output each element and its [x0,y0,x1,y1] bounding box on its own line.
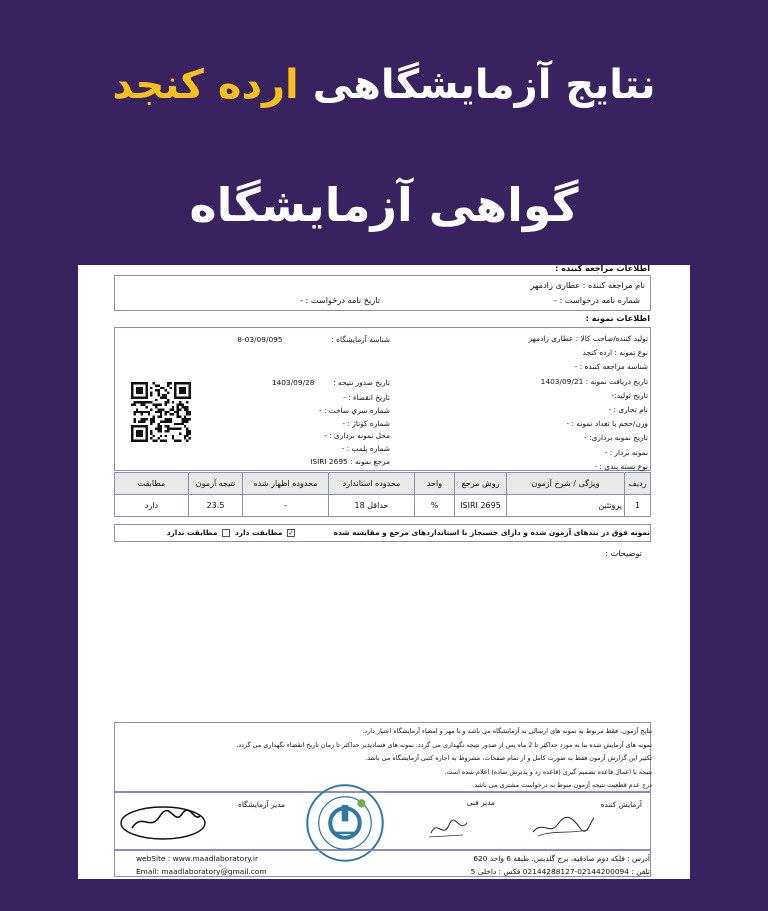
certificate-document [78,265,690,879]
conformity-statement: نمونه فوق در بندهای آزمون شده و دارای حسبجاز با استانداردهای مرجع و مقایسه شده [333,528,650,537]
sample-field: نام تجاری : - [608,405,648,415]
table-cell: 1 [625,495,651,517]
sample-field: مرجع نمونه : ISIRI 2695 [310,456,390,466]
issue-date-value: 1403/09/28 [271,378,315,387]
sample-field: تاریخ تولید:- [611,390,648,400]
not-conforms-label: مطابقت ندارد [166,528,218,537]
role-tester: آزمایش کننده [600,800,642,809]
issue-date [272,378,390,387]
phone-text: تلفن : 02144200094-02144288127 فکس : داخلی 5 [470,867,650,876]
request-number: شماره نامه درخواست : - [553,295,640,305]
sample-field: نوع بسته بندی : - [594,461,648,471]
email-link[interactable]: Email: maadlaboratory@gmail.com [136,867,267,876]
column-header: واحد [415,473,455,495]
sample-field: نمونه بردار : - [604,447,648,457]
sample-field: تاریخ نمونه برداری: - [584,433,648,443]
sample-right-column [398,332,648,474]
footer-notes [236,725,652,793]
table-cell: % [415,495,455,517]
sample-field: شماره پلمپ : - [341,444,390,454]
column-header: نتیجه آزمون [189,473,243,495]
sample-field: وزن/حجم یا تعداد نمونه : - [566,419,648,429]
column-header: محدوده استاندارد [329,473,415,495]
referrer-name-value: عطاری زادمهر [530,280,580,290]
qr-code-icon [131,382,191,442]
role-tech-manager: مدیر فنی [466,798,495,807]
sample-middle-column [310,392,390,469]
sample-field: نوع نمونه : ارده کنجد [582,348,648,358]
column-header: ویژگی / شرح آزمون [507,473,625,495]
sample-field: شماره کوتاژ : - [342,418,390,428]
table-cell: حداقل 18 [329,495,415,517]
column-header: محدوده اظهار شده [243,473,329,495]
page-title [0,62,768,108]
table-cell: ISIRI 2695 [455,495,507,517]
contact-left [136,852,267,878]
sample-section-title: اطلاعات نمونه : [585,313,650,323]
table-cell: دارد [115,495,189,517]
column-header: ردیف [625,473,651,495]
lab-id-value: 03/09/095-8 [237,335,283,344]
sample-field: شماره سري ساخت : - [318,405,390,415]
table-row [115,495,651,517]
lab-id [237,335,390,344]
table-cell: - [243,495,329,517]
results-header-row [115,473,651,495]
footer-note: درج عدم قطعیت نتیجه آزمون منوط به درخواست مشتری می باشد. [472,781,652,790]
referrer-name [530,280,645,290]
footer-note: نتایج آزمون، فقط مربوط به نمونه های ارسالی به آزمایشگاه می باشد و با مهر و امضاء آزمایشگاه اعتبار دارد. [362,727,652,735]
conforms-option [235,528,295,537]
sample-field: محل نمونه برداری : - [324,431,390,441]
footer-note: تکثیر این گزارش آزمون فقط به صورت کامل و از تمام صفحات، مشروط به اجازه کتبی آزمایشگاه می باشد. [365,754,652,763]
not-conforms-checkbox[interactable] [222,529,230,537]
table-cell: 23.5 [189,495,243,517]
lab-id-label: شناسه آزمایشگاه : [331,335,390,344]
title-highlight: ارده کنجد [112,62,299,108]
banner [0,0,768,265]
website-link[interactable]: webSite : www.maadlaboratory.ir [136,854,258,863]
tester-signature-icon [528,810,598,840]
contact-right [471,852,650,878]
page-subtitle: گواهی آزمایشگاه [189,178,579,232]
role-lab-manager: مدیر آزمایشگاه [237,800,285,809]
table-cell: پروتئین [507,495,625,517]
results-table [114,472,651,517]
issue-date-label: تاریخ صدور نتیجه : [333,378,390,387]
conforms-checkbox[interactable]: ✓ [288,529,294,537]
lab-manager-signature-icon [118,802,208,844]
column-header: روش مرجع [455,473,507,495]
request-date: تاریخ نامه درخواست : - [299,295,380,305]
sample-field: شناسه مراجعه کننده : - [574,362,648,372]
sample-field: تولید کننده/صاحب کالا : عطاری زادمهر [528,334,648,343]
tech-manager-signature-icon [423,813,473,843]
not-conforms-option [167,528,230,537]
footer-note: نتیجه با اعمال قاعده تصمیم گیری (قاعده رد و پذیرش ساده) اعلام شده است. [444,767,652,776]
referrer-section-title: اطلاعات مراجعه کننده : [555,265,650,273]
address-text: آدرس : فلکه دوم صادقیه، برج گلدیس، طبقه 6 واحد 620 [473,854,650,863]
sample-field: تاریخ دریافت نمونه : 1403/09/21 [540,376,648,386]
title-part1: نتایج آزمایشگاهی [312,62,656,108]
footer-note: نمونه های آزمایش شده بنا به مورد حداکثر تا 2 ماه پس از صدور نتیجه نگهداری می گردد. نمونه های فسادپذیر حداکثر تا زمان تاریخ انقضاء نگهداری می گردد. [236,740,652,749]
column-header: مطابقت [115,473,189,495]
sample-field: تاریخ انقضاء : - [343,393,390,402]
notes-label: توضیحات : [605,548,642,558]
referrer-name-label: نام مراجعه کننده : [582,280,645,290]
conforms-label: مطابقت دارد [235,528,283,537]
